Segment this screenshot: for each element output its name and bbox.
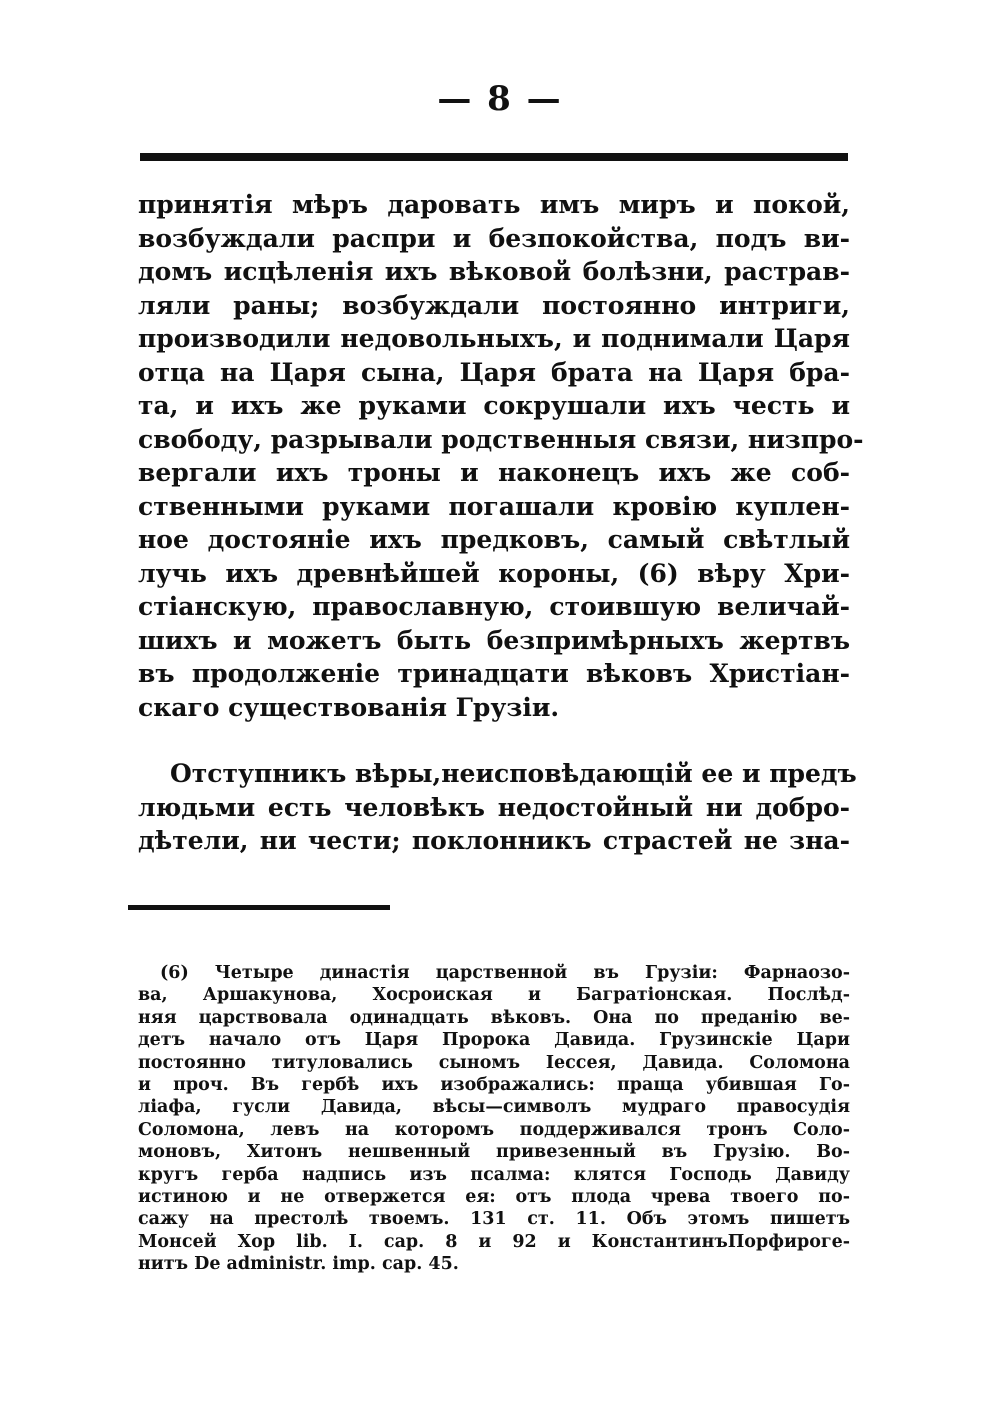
footnote-rule: [128, 905, 390, 910]
footnote-line: кругъ герба надпись изъ псалма: клятся Господь Давиду: [138, 1164, 850, 1185]
footnote-line: и проч. Въ гербѣ ихъ изображались: праща убившая Го-: [138, 1074, 850, 1095]
text-line: вергали ихъ троны и наконецъ ихъ же соб-: [138, 458, 850, 487]
text-line: домъ исцѣленія ихъ вѣковой болѣзни, растрав-: [138, 257, 850, 286]
footnote-line: моновъ, Хитонъ нешвенный привезенный въ Грузію. Во-: [138, 1142, 850, 1163]
text-line: лучь ихъ древнѣйшей короны, (6) вѣру Хри-: [138, 558, 850, 588]
main-paragraph: [138, 188, 864, 724]
text-line: стіанскую, православную, стоившую величай-: [138, 592, 850, 621]
footnote: [138, 962, 850, 1275]
text-line: принятія мѣръ даровать имъ миръ и покой,: [138, 190, 850, 219]
footnote-line: Монсей Хор lib. I. cap. 8 и 92 и КонстантинъПорфироге-: [138, 1231, 850, 1252]
footnote-line: няя царствовала одинадцать вѣковъ. Она по преданію ве-: [138, 1007, 850, 1028]
text-line: шихъ и можетъ быть безпримѣрныхъ жертвъ: [138, 625, 850, 655]
text-line: ственными руками погашали кровію куплен-: [138, 491, 850, 521]
header-rule: [140, 153, 848, 161]
footnote-line: (6) Четыре династія царственной въ Грузіи: Фарнаозо-: [160, 963, 850, 983]
footnote-line: истиною и не отвержется ея: отъ плода чрева твоего по-: [138, 1186, 850, 1207]
text-line: дѣтели, ни чести; поклонникъ страстей не зна-: [138, 826, 850, 855]
text-line: отца на Царя сына, Царя брата на Царя бра-: [138, 357, 850, 387]
footnote-line: детъ начало отъ Царя Пророка Давида. Грузинскіе Цари: [138, 1030, 850, 1051]
footnote-line: сажу на престолѣ твоемъ. 131 ст. 11. Объ этомъ пишетъ: [138, 1209, 850, 1230]
text-line: ляли раны; возбуждали постоянно интриги,: [138, 290, 850, 320]
text-line: людьми есть человѣкъ недостойный ни добро-: [138, 792, 850, 822]
text-line: свободу, разрывали родственныя связи, низпро-: [138, 424, 864, 454]
text-line: производили недовольныхъ, и поднимали Царя: [138, 324, 850, 353]
text-line: возбуждали распри и безпокойства, подъ ви-: [138, 223, 850, 253]
text-line: въ продолженіе тринадцати вѣковъ Христіан-: [138, 659, 850, 688]
text-line: Отступникъ вѣры,неисповѣдающій ее и предъ: [170, 759, 857, 788]
text-line: ное достояніе ихъ предковъ, самый свѣтлый: [138, 525, 850, 554]
text-line: та, и ихъ же руками сокрушали ихъ честь и: [138, 391, 850, 420]
footnote-line: нитъ De administr. imp. cap. 45.: [138, 1254, 459, 1275]
footnote-line: постоянно титуловались сыномъ Іессея, Давида. Соломона: [138, 1052, 850, 1073]
text-line: скаго существованія Грузіи.: [138, 692, 560, 722]
footnote-line: ва, Аршакунова, Хосроиская и Багратіонская. Послѣд-: [138, 985, 850, 1006]
footnote-line: Соломона, левъ на которомъ поддерживался тронъ Соло-: [138, 1119, 850, 1140]
footnote-line: ліафа, гусли Давида, вѣсы—символъ мудраго правосудія: [138, 1097, 850, 1118]
second-paragraph: [138, 757, 857, 858]
page-number: — 8 —: [437, 79, 563, 119]
